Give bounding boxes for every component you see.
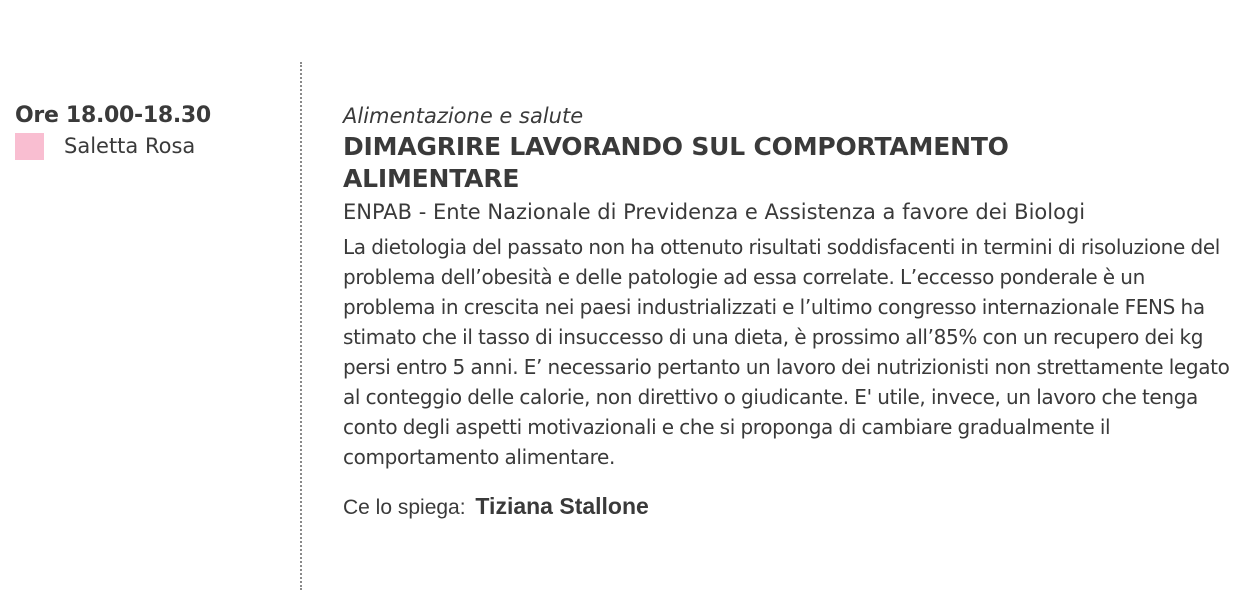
speaker-name: Tiziana Stallone (475, 493, 649, 519)
session-room (15, 132, 285, 160)
room-name: Saletta Rosa (64, 134, 196, 158)
speaker-label: Ce lo spiega: (343, 496, 466, 519)
event-details (343, 102, 1238, 523)
event-description: La dietologia del passato non ha ottenuto risultati soddisfacenti in termini di risoluzione del problema dell’obesità e delle patologie ad essa correlate. L’eccesso ponderale è un problema in crescita nei paesi industrializzati e l’ultimo congresso internazionale FENS ha stimato che il tasso di insuccesso di una dieta, è prossimo all’85% con un recupero dei kg persi entro 5 anni. E’ necessario pertanto un lavoro dei nutrizionisti non strettamente legato al conteggio delle calorie, non direttivo o giudicante. E' utile, invece, un lavoro che tenga conto degli aspetti motivazionali e che si proponga di cambiare gradualmente il comportamento alimentare. (343, 235, 1230, 469)
session-info (15, 102, 285, 160)
event-title: DIMAGRIRE LAVORANDO SUL COMPORTAMENTO ALIMENTARE (343, 132, 1009, 193)
dotted-divider (300, 62, 302, 590)
event-speaker (343, 491, 1238, 523)
event-organization: ENPAB - Ente Nazionale di Previdenza e Assistenza a favore dei Biologi (343, 200, 1086, 224)
room-color-swatch (15, 133, 44, 160)
session-time: Ore 18.00-18.30 (15, 103, 211, 128)
event-category: Alimentazione e salute (343, 104, 584, 128)
